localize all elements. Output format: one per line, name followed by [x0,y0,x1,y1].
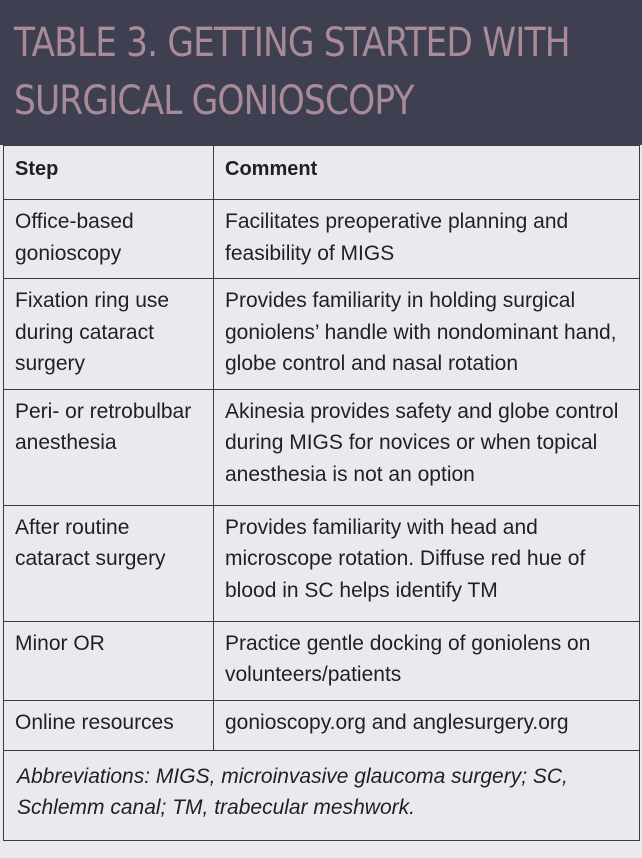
table-row [4,279,640,390]
column-header-step: Step [4,146,214,200]
table-row [4,700,640,750]
comment-cell: Practice gentle docking of goniolens on volunteers/patients [214,621,640,700]
step-cell: Fixation ring use during cataract surgery [4,279,214,390]
table-title-line-1: TABLE 3. GETTING STARTED WITH [14,20,570,66]
footnote-row [4,750,640,840]
table-title-line-2: SURGICAL GONIOSCOPY [14,78,414,124]
step-cell: Minor OR [4,621,214,700]
comment-cell: Akinesia provides safety and globe control during MIGS for novices or when topical anesthesia is not an option [214,389,640,505]
table-row [4,200,640,279]
comment-cell: Facilitates preoperative planning and feasibility of MIGS [214,200,640,279]
step-cell: Office-based gonioscopy [4,200,214,279]
abbreviations-footnote: Abbreviations: MIGS, microinvasive glaucoma surgery; SC, Schlemm canal; TM, trabecular meshwork. [4,750,640,840]
steps-table [3,145,640,841]
step-cell: After routine cataract surgery [4,505,214,621]
table-row [4,621,640,700]
comment-cell: Provides familiarity with head and microscope rotation. Diffuse red hue of blood in SC helps identify TM [214,505,640,621]
column-header-comment: Comment [214,146,640,200]
step-cell: Peri- or retrobulbar anesthesia [4,389,214,505]
step-cell: Online resources [4,700,214,750]
title-bar [0,0,642,145]
comment-cell: gonioscopy.org and anglesurgery.org [214,700,640,750]
table-row [4,505,640,621]
table-header-row [4,146,640,200]
comment-cell: Provides familiarity in holding surgical goniolens’ handle with nondominant hand, globe control and nasal rotation [214,279,640,390]
table-row [4,389,640,505]
